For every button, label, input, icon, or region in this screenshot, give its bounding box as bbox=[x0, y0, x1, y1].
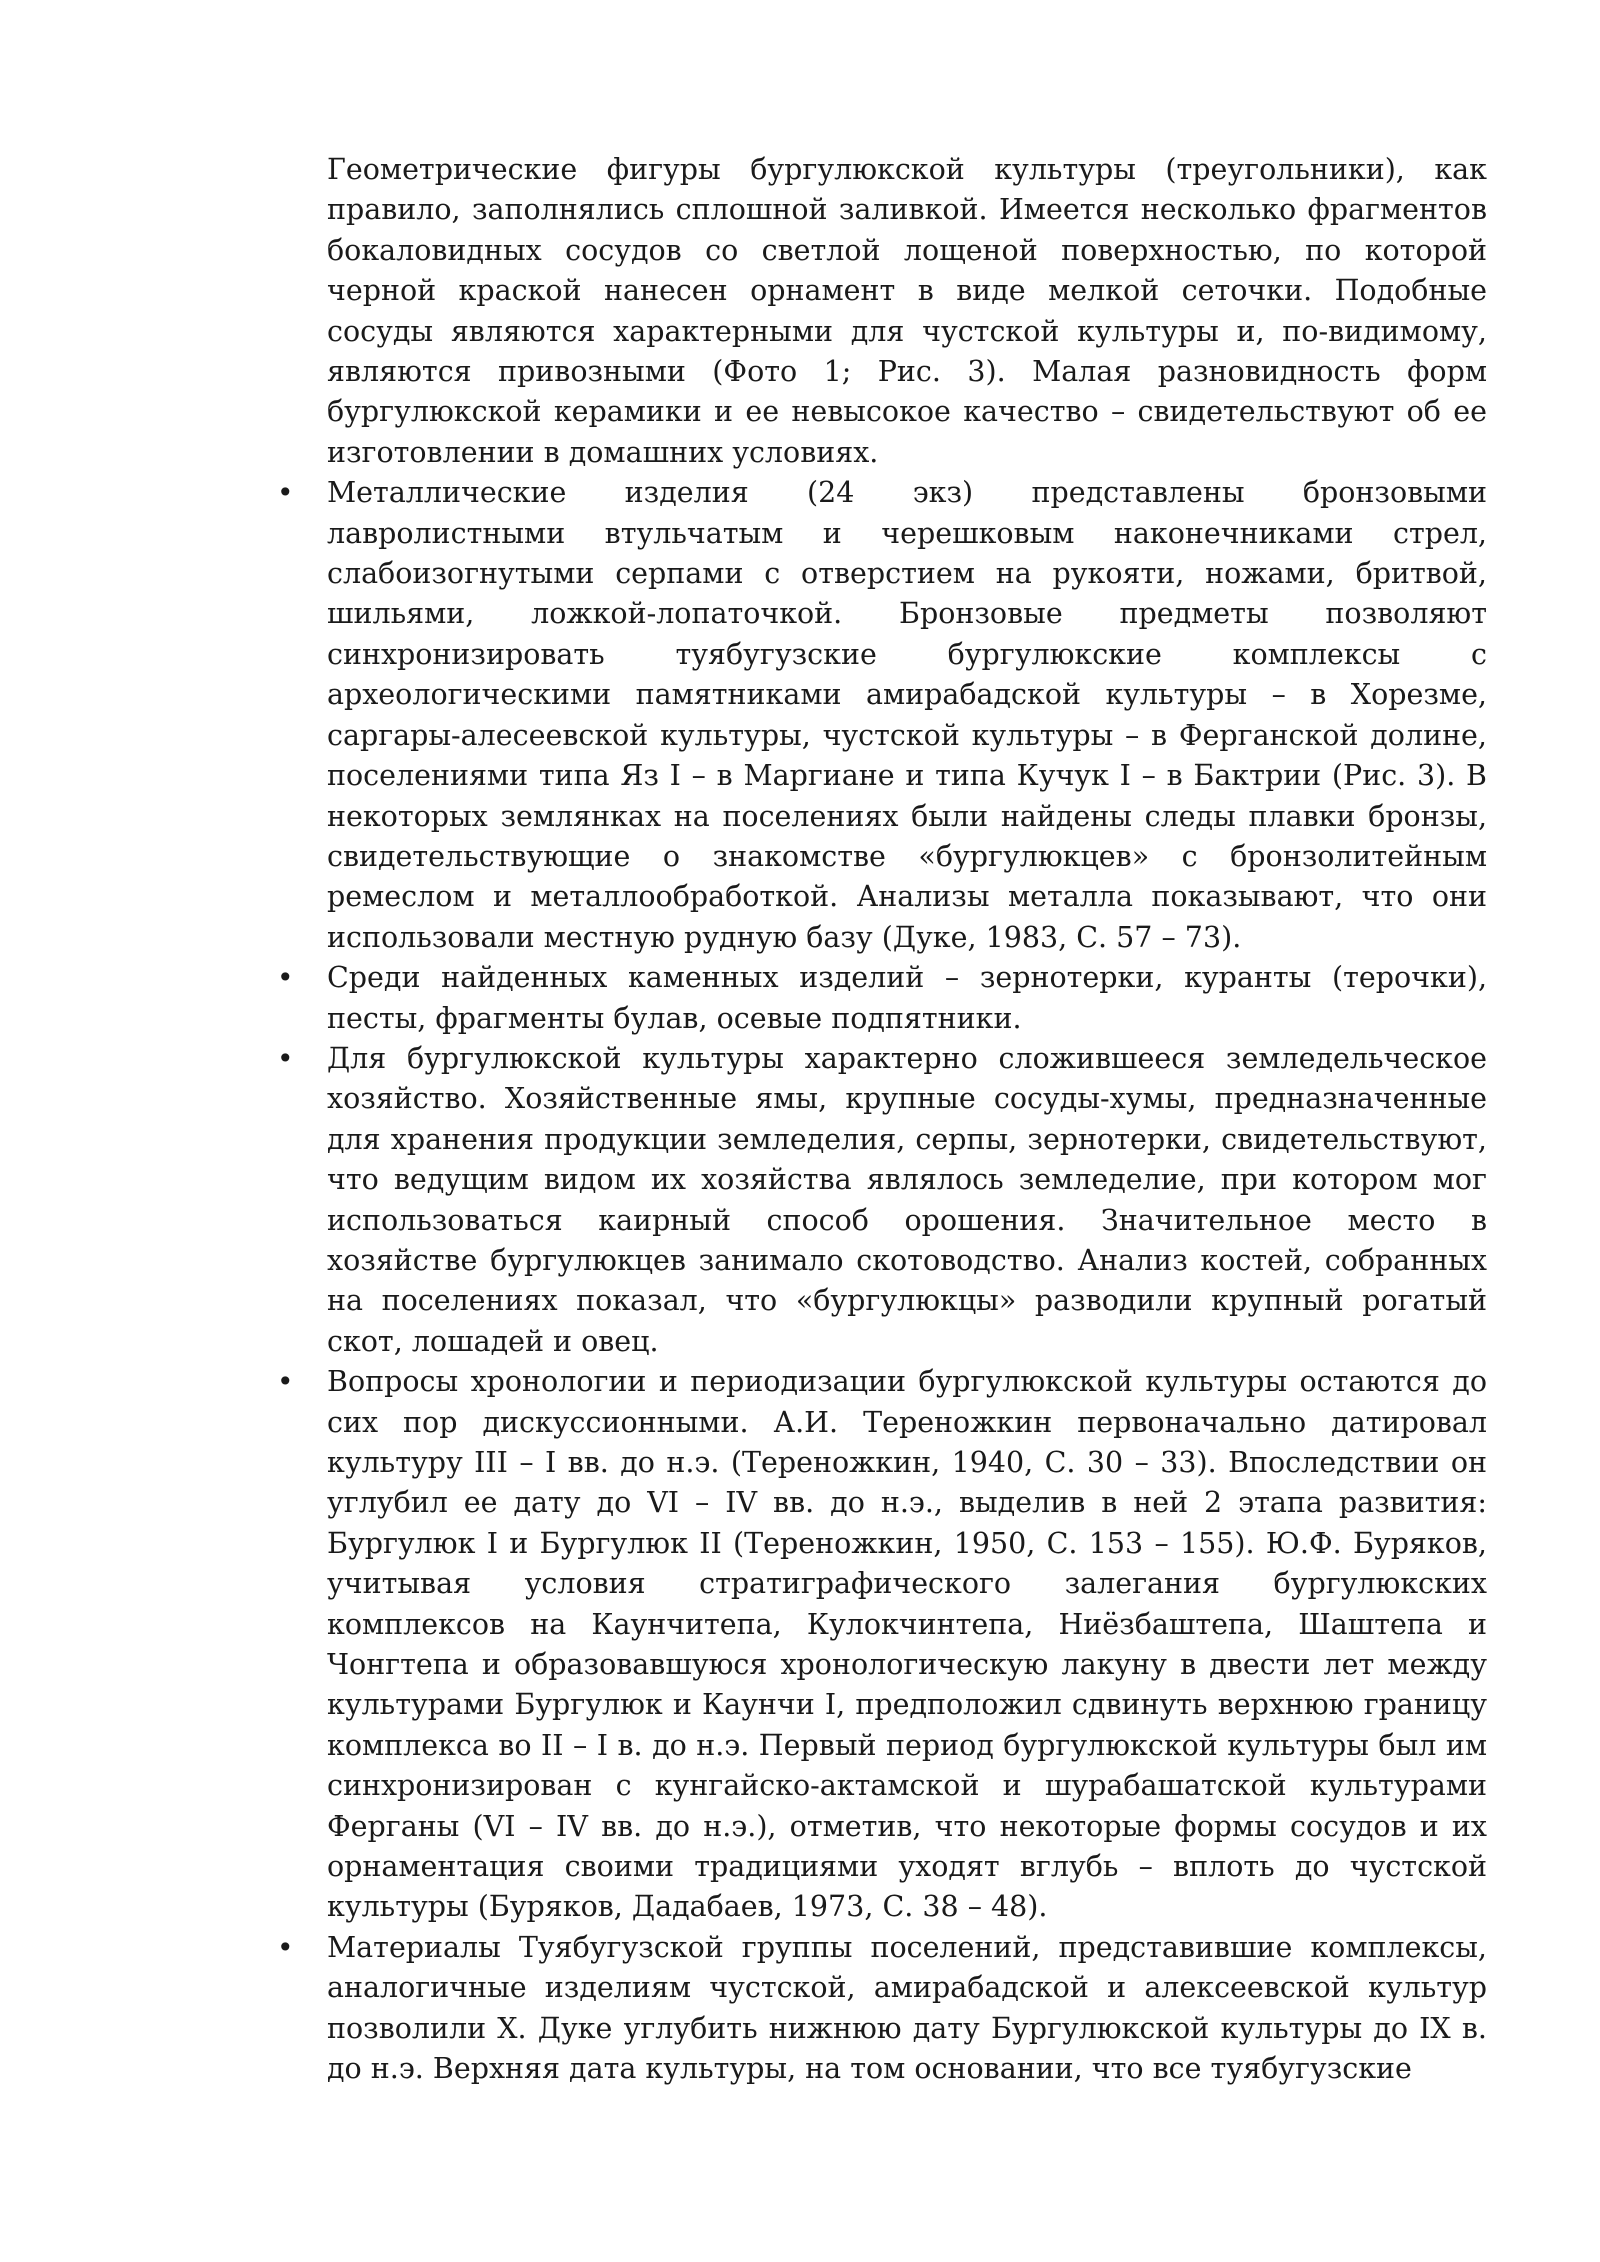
list-item-text: Металлические изделия (24 экз) представлены бронзовыми лавролистными втульчатым и черешковым наконечниками стрел, слабоизогнутыми серпами с отверстием на рукояти, ножами, бритвой, шильями, ложкой-лопаточкой. Бронзовые предметы позволяют синхронизировать туябугузские бургулюкские комплексы с археологическими памятниками амирабадской культуры – в Хорезме, саргары-алесеевской культуры, чустской культуры – в Ферганской долине, поселениями типа Яз I – в Маргиане и типа Кучук I – в Бактрии (Рис. 3). В некоторых землянках на поселениях были найдены следы плавки бронзы, свидетельствующие о знакомстве «бургулюкцев» с бронзолитейным ремеслом и металлообработкой. Анализы металла показывают, что они использовали местную рудную базу (Дуке, 1983, С. 57 – 73). bbox=[327, 476, 1487, 954]
bullet-glyph: • bbox=[277, 476, 294, 510]
bullet-glyph: • bbox=[277, 1930, 294, 1964]
bullet-glyph: • bbox=[277, 1041, 294, 1075]
list-item-text: Для бургулюкской культуры характерно сложившееся земледельческое хозяйство. Хозяйственные ямы, крупные сосуды-хумы, предназначенные для хранения продукции земледелия, серпы, зернотерки, свидетельствуют, что ведущим видом их хозяйства являлось земледелие, при котором мог использоваться каирный способ орошения. Значительное место в хозяйстве бургулюкцев занимало скотоводство. Анализ костей, собранных на поселениях показал, что «бургулюкцы» разводили крупный рогатый скот, лошадей и овец. bbox=[327, 1041, 1487, 1358]
list-item-stone-artifacts bbox=[277, 958, 1487, 1039]
list-item-metal-artifacts bbox=[277, 473, 1487, 958]
continuation-paragraph: Геометрические фигуры бургулюкской культуры (треугольники), как правило, заполнялись сплошной заливкой. Имеется несколько фрагментов бокаловидных сосудов со светлой лощеной поверхностью, по которой черной краской нанесен орнамент в виде мелкой сеточки. Подобные сосуды являются характерными для чустской культуры и, по-видимому, являются привозными (Фото 1; Рис. 3). Малая разновидность форм бургулюкской керамики и ее невысокое качество – свидетельствуют об ее изготовлении в домашних условиях. bbox=[327, 153, 1487, 469]
document-page bbox=[277, 150, 1487, 2090]
bullet-glyph: • bbox=[277, 1365, 294, 1399]
list-item-chronology bbox=[277, 1362, 1487, 1928]
list-item-text: Среди найденных каменных изделий – зернотерки, куранты (терочки), песты, фрагменты булав, осевые подпятники. bbox=[327, 961, 1487, 1035]
bullet-list bbox=[277, 473, 1487, 2089]
list-item-tuyabuguz-materials bbox=[277, 1928, 1487, 2090]
list-item-text: Материалы Туябугузской группы поселений, представившие комплексы, аналогичные изделиям чустской, амирабадской и алексеевской культур позволили Х. Дуке углубить нижнюю дату Бургулюкской культуры до IX в. до н.э. Верхняя дата культуры, на том основании, что все туябугузские bbox=[327, 1930, 1487, 2086]
list-item-agriculture bbox=[277, 1039, 1487, 1362]
bullet-glyph: • bbox=[277, 961, 294, 995]
list-item-text: Вопросы хронологии и периодизации бургулюкской культуры остаются до сих пор дискуссионными. А.И. Тереножкин первоначально датировал культуру III – I вв. до н.э. (Тереножкин, 1940, С. 30 – 33). Впоследствии он углубил ее дату до VI – IV вв. до н.э., выделив в ней 2 этапа развития: Бургулюк I и Бургулюк II (Тереножкин, 1950, С. 153 – 155). Ю.Ф. Буряков, учитывая условия стратиграфического залегания бургулюкских комплексов на Каунчитепа, Кулокчинтепа, Ниёзбаштепа, Шаштепа и Чонгтепа и образовавшуюся хронологическую лакуну в двести лет между культурами Бургулюк и Каунчи I, предположил сдвинуть верхнюю границу комплекса во II – I в. до н.э. Первый период бургулюкской культуры был им синхронизирован с кунгайско-актамской и шурабашатской культурами Ферганы (VI – IV вв. до н.э.), отметив, что некоторые формы сосудов и их орнаментация своими традициями уходят вглубь – вплоть до чустской культуры (Буряков, Дадабаев, 1973, С. 38 – 48). bbox=[327, 1365, 1487, 1924]
